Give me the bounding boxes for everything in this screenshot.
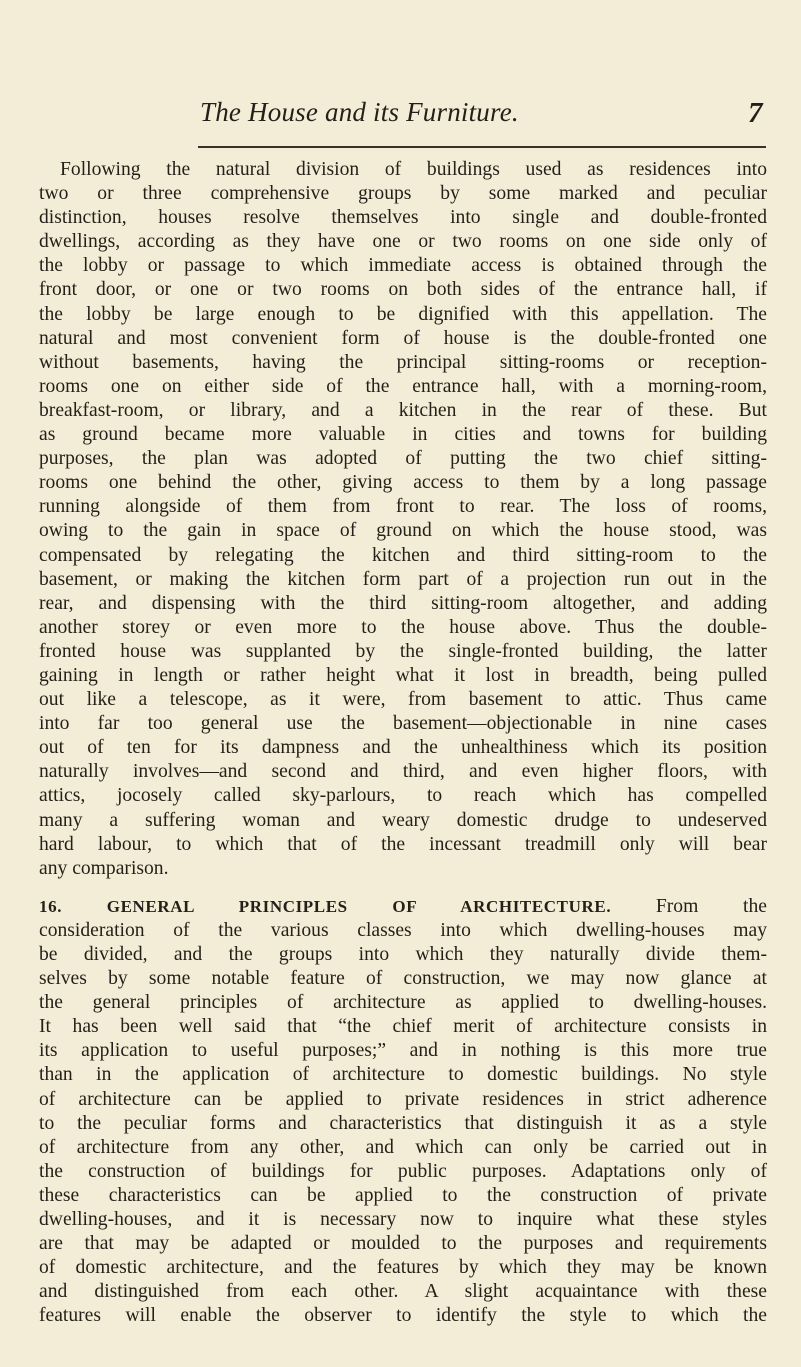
text-line: rooms one behind the other, giving access to them by a long passage — [39, 472, 767, 494]
running-head — [0, 95, 801, 135]
text-line: to the peculiar forms and characteristics that distinguish it as a style — [39, 1112, 767, 1134]
text-line: purposes, the plan was adopted of putting the two chief sitting- — [39, 448, 767, 470]
section-general-principles — [39, 895, 767, 1329]
text-line: as ground became more valuable in cities and towns for building — [39, 424, 767, 446]
text-line: basement, or making the kitchen form part of a projection run out in the — [39, 568, 767, 590]
text-line: Following the natural division of buildings used as residences into — [60, 159, 767, 180]
text-line: breakfast-room, or library, and a kitchen in the rear of these. But — [39, 399, 767, 421]
text-line: fronted house was supplanted by the single-fronted building, the latter — [39, 640, 767, 662]
text-line: are that may be adapted or moulded to the purposes and requirements — [39, 1233, 767, 1255]
header-rule — [198, 146, 766, 148]
text-line: running alongside of them from front to rear. The loss of rooms, — [39, 496, 767, 518]
text-line: rear, and dispensing with the third sitting-room altogether, and adding — [39, 592, 767, 614]
text-line: be divided, and the groups into which they naturally divide them- — [39, 944, 767, 965]
text-line: of domestic architecture, and the features by which they may be known — [39, 1257, 767, 1279]
text-line: consideration of the various classes into which dwelling-houses may — [39, 919, 767, 941]
text-line: out of ten for its dampness and the unhealthiness which its position — [39, 737, 767, 759]
text-line: gaining in length or rather height what it lost in breadth, being pulled — [39, 664, 767, 686]
paragraph-gap — [39, 881, 767, 895]
text-line: distinction, houses resolve themselves into single and double-fronted — [39, 207, 767, 229]
text-line: rooms one on either side of the entrance hall, with a morning-room, — [39, 375, 767, 397]
text-line: these characteristics can be applied to the construction of private — [39, 1184, 767, 1206]
paragraph-residences — [39, 158, 767, 881]
text-line: It has been well said that “the chief merit of architecture consists in — [39, 1016, 767, 1038]
text-line: compensated by relegating the kitchen and third sitting-room to the — [39, 544, 767, 566]
text-line: the lobby or passage to which immediate access is obtained through the — [39, 255, 767, 277]
text-line: the lobby be large enough to be dignified with this appellation. The — [39, 303, 767, 325]
text-line: without basements, having the principal sitting-rooms or reception- — [39, 351, 767, 373]
text-line: the construction of buildings for public purposes. Adaptations only of — [39, 1160, 767, 1182]
text-line: two or three comprehensive groups by some marked and peculiar — [39, 183, 767, 205]
text-line: front door, or one or two rooms on both sides of the entrance hall, if — [39, 279, 767, 301]
text-line: than in the application of architecture to domestic buildings. No style — [39, 1064, 767, 1086]
text-line: dwelling-houses, and it is necessary now to inquire what these styles — [39, 1209, 767, 1231]
text-line: owing to the gain in space of ground on which the house stood, was — [39, 520, 767, 542]
text-line: naturally involves—and second and third, and even higher floors, with — [39, 761, 767, 783]
running-title: The House and its Furniture. — [200, 97, 519, 127]
text-line: another storey or even more to the house above. Thus the double- — [39, 616, 767, 638]
text-line: of architecture from any other, and which can only be carried out in — [39, 1136, 767, 1158]
text-line: hard labour, to which that of the incessant treadmill only will bear — [39, 833, 767, 855]
text-line: natural and most convenient form of house is the double-fronted one — [39, 327, 767, 349]
page-number: 7 — [748, 97, 763, 129]
section-first-line-text: From the — [655, 895, 767, 917]
text-line: features will enable the observer to identify the style to which the — [39, 1305, 767, 1327]
section-heading: GENERAL PRINCIPLES OF ARCHITECTURE. — [106, 896, 612, 916]
body-text — [39, 158, 767, 1329]
text-line: many a suffering woman and weary domestic drudge to undeserved — [39, 809, 767, 831]
text-line: its application to useful purposes;” and in nothing is this more true — [39, 1040, 767, 1062]
text-line: any comparison. — [39, 857, 169, 879]
text-line: and distinguished from each other. A slight acquaintance with these — [39, 1281, 767, 1303]
text-line: dwellings, according as they have one or two rooms on one side only of — [39, 231, 767, 253]
text-line: the general principles of architecture as applied to dwelling-houses. — [39, 992, 767, 1014]
text-line: of architecture can be applied to private residences in strict adherence — [39, 1088, 767, 1110]
text-line: attics, jocosely called sky-parlours, to reach which has compelled — [39, 785, 767, 807]
text-line: out like a telescope, as it were, from basement to attic. Thus came — [39, 689, 767, 711]
section-first-line — [39, 895, 767, 919]
section-number: 16. — [39, 896, 63, 916]
text-line: into far too general use the basement—objectionable in nine cases — [39, 713, 767, 735]
text-line: selves by some notable feature of construction, we may now glance at — [39, 968, 767, 990]
